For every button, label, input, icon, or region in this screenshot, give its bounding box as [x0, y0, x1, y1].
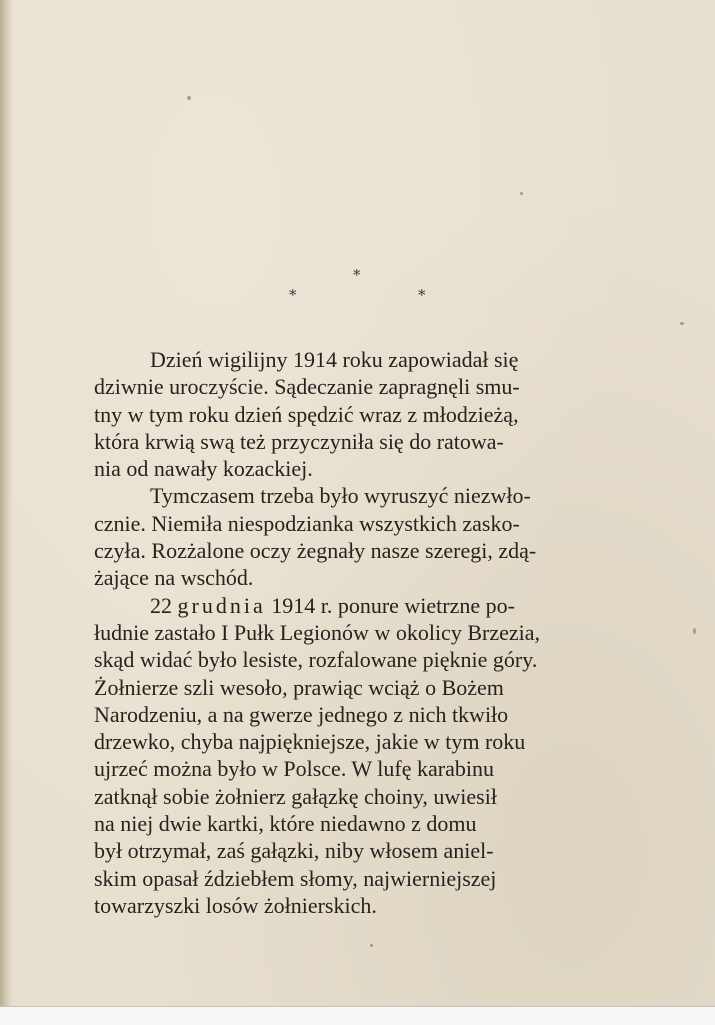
- text-line: ujrzeć można było w Polsce. W lufę karabinu: [94, 756, 494, 782]
- text-line: żające na wschód.: [94, 565, 254, 591]
- page-binding-edge: [0, 0, 12, 1006]
- paper-speck: [187, 96, 191, 100]
- text-line: która krwią swą też przyczyniła się do ratowa-: [94, 428, 504, 454]
- text-line: łudnie zastało I Pułk Legionów w okolicy Brzezia,: [94, 619, 540, 645]
- text-line: cznie. Niemiła niespodzianka wszystkich zasko-: [94, 510, 520, 536]
- text-line: towarzyszki losów żołnierskich.: [94, 892, 377, 918]
- paper-speck: [693, 628, 696, 634]
- body-text: [94, 346, 622, 919]
- paper-speck: [370, 944, 373, 947]
- text-line: Narodzeniu, a na gwerze jednego z nich tkwiło: [94, 701, 509, 727]
- text-line: na niej dwie kartki, które niedawno z domu: [94, 811, 477, 837]
- ornament-asterisk-left: *: [289, 286, 297, 304]
- scan-bottom-margin: [0, 1006, 715, 1025]
- text-line: czyła. Rozżalone oczy żegnały nasze szeregi, zdą-: [94, 538, 537, 564]
- text-line: nia od nawały kozackiej.: [94, 456, 313, 482]
- ornament-asterisk-right: *: [418, 286, 426, 304]
- paper-speck: [680, 322, 684, 325]
- text-line: był otrzymał, zaś gałązki, niby włosem aniel-: [94, 838, 494, 864]
- text-line: dziwnie uroczyście. Sądeczanie zapragnęli smu-: [94, 374, 520, 400]
- text-line: Dzień wigilijny 1914 roku zapowiadał się: [150, 347, 519, 372]
- spaced-word: grudnia: [177, 592, 266, 618]
- text-line: drzewko, chyba najpiękniejsze, jakie w tym roku: [94, 729, 526, 755]
- text-line: Tymczasem trzeba było wyruszyć niezwło-: [150, 483, 531, 509]
- paper-speck: [520, 192, 523, 195]
- text-line: Żołnierze szli wesoło, prawiąc wciąż o Bożem: [94, 674, 504, 700]
- text-line: 22 grudnia 1914 r. ponure wietrzne po-: [150, 592, 515, 618]
- text-line: skąd widać było lesiste, rozfalowane pięknie góry.: [94, 647, 538, 673]
- text-line: skim opasał ździebłem słomy, najwierniejszej: [94, 865, 497, 891]
- text-line: tny w tym roku dzień spędzić wraz z młodzieżą,: [94, 401, 519, 427]
- text-line: zatknął sobie żołnierz gałązkę choiny, uwiesił: [94, 783, 497, 809]
- ornament-asterisk-top: *: [353, 266, 361, 284]
